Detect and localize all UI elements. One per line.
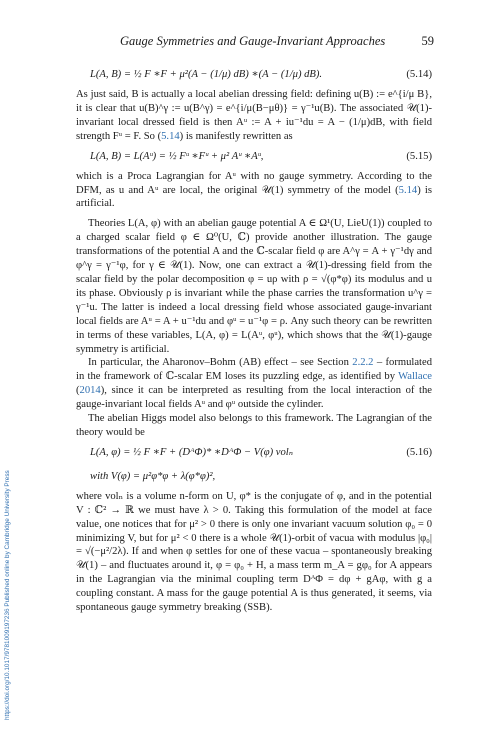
ref-wallace[interactable]: Wallace xyxy=(398,371,432,383)
equation-math: L(A, φ) = ½ F ∗F + (DᴬΦ)* ∗DᴬΦ − V(φ) volₙ xyxy=(90,446,294,458)
ref-eq-5-14[interactable]: 5.14 xyxy=(161,130,180,142)
paragraph-higgs-intro: The abelian Higgs model also belongs to this framework. The Lagrangian of the theory would be xyxy=(76,413,432,438)
equation-5-16-potential xyxy=(76,466,432,488)
equation-5-16 xyxy=(76,442,432,464)
paragraph-dressing-field: As just said, B is actually a local abelian dressing field: defining u(B) := e^{i/μ B}, it is clear that u(B)^γ := u(B^γ) = e^{i/μ(B−μθ)} = γ⁻¹u(B). The associated 𝒰(1)-invariant local dressed field is then Aᵘ := A + iu⁻¹du = A − (1/μ)dB, with field strength Fᵘ = F. So (5.14) is manifestly rewritten as xyxy=(76,89,432,142)
paragraph-proca: which is a Proca Lagrangian for Aᵘ with no gauge symmetry. According to the DFM, as u and Aᵘ are local, the original 𝒰(1) symmetry of the model (5.14) is artificial. xyxy=(76,170,432,210)
doi-link[interactable]: https://doi.org/10.1017/9781009197236 Published online by Cambridge University Press xyxy=(4,470,11,720)
ref-wallace-year[interactable]: 2014 xyxy=(79,385,101,397)
ref-section-2-2-2[interactable]: 2.2.2 xyxy=(352,357,374,369)
paragraph-scalar-field: Theories L(A, φ) with an abelian gauge potential A ∈ Ω¹(U, LieU(1)) coupled to a charged scalar field φ ∈ Ω⁰(U, ℂ) provide another illustration. The gauge transformations of the potential A and the ℂ-scalar field φ are A^γ = A + γ⁻¹dγ and φ^γ = γ⁻¹φ, for γ ∈ 𝒰(1). Now, one can extract a 𝒰(1)-dressing field from the scalar field by the polar decomposition φ = uρ with ρ = √(φ*φ) its modulus and u its phase. Obviously ρ is invariant while the phase carries the transformation u^γ = γ⁻¹u. The latter is indeed a local dressing field whose associated gauge-invariant local fields are Aᵘ = A + u⁻¹du and φᵘ = u⁻¹φ = ρ. Any such theory can be rewritten in terms of these variables, L(A, φ) = L(Aᵘ, φᵘ), which shows that the 𝒰(1)-gauge symmetry is artificial. xyxy=(76,218,432,355)
equation-5-14 xyxy=(76,64,432,86)
equation-5-15 xyxy=(76,146,432,168)
paragraph-aharonov-bohm: In particular, the Aharonov–Bohm (AB) effect – see Section 2.2.2 – formulated in the framework of ℂ-scalar EM loses its puzzling edge, as identified by Wallace (2014), since it can be interpreted as resulting from the local interaction of the gauge-invariant local fields Aᵘ and φᵘ outside the cylinder. xyxy=(76,357,432,411)
ref-eq-5-14[interactable]: 5.14 xyxy=(398,184,418,196)
page-body xyxy=(76,62,432,615)
running-header xyxy=(90,34,434,54)
page-number: 59 xyxy=(421,34,434,48)
equation-math: L(A, B) = ½ F ∗F + μ²(A − (1/μ) dB) ∗(A − (1/μ) dB). xyxy=(90,69,323,80)
equation-number: (5.16) xyxy=(406,446,432,458)
equation-math: with V(φ) = μ²φ*φ + λ(φ*φ)², xyxy=(90,470,216,482)
equation-number: (5.15) xyxy=(406,150,432,162)
paragraph-ssb: where volₙ is a volume n-form on U, φ* is the conjugate of φ, and in the potential V : ℂ² → ℝ we must have λ > 0. Taking this formulation of the model at face value, one notices that for μ² > 0 there is only one invariant vacuum solution φ₀ = 0 minimizing V, but for μ² < 0 there is a whole 𝒰(1)-orbit of vacua with modulus |φ₀| = √(−μ²/2λ). If and when φ settles for one of these vacua – spontaneously breaking 𝒰(1) – and fluctuates around it, φ = φ₀ + H, a mass term m_A = gφ₀ for A appears in the Lagrangian via the minimal coupling term DᴬΦ = dφ + gAφ, with g a coupling constant. A mass for the gauge potential A is thus generated, it seems, via spontaneous gauge symmetry breaking (SSB). xyxy=(76,490,432,614)
running-title: Gauge Symmetries and Gauge-Invariant Approaches xyxy=(120,34,386,48)
equation-number: (5.14) xyxy=(406,69,432,80)
equation-math: L(A, B) = L(Aᵘ) = ½ Fᵘ ∗Fᵘ + μ² Aᵘ ∗Aᵘ, xyxy=(90,150,264,162)
